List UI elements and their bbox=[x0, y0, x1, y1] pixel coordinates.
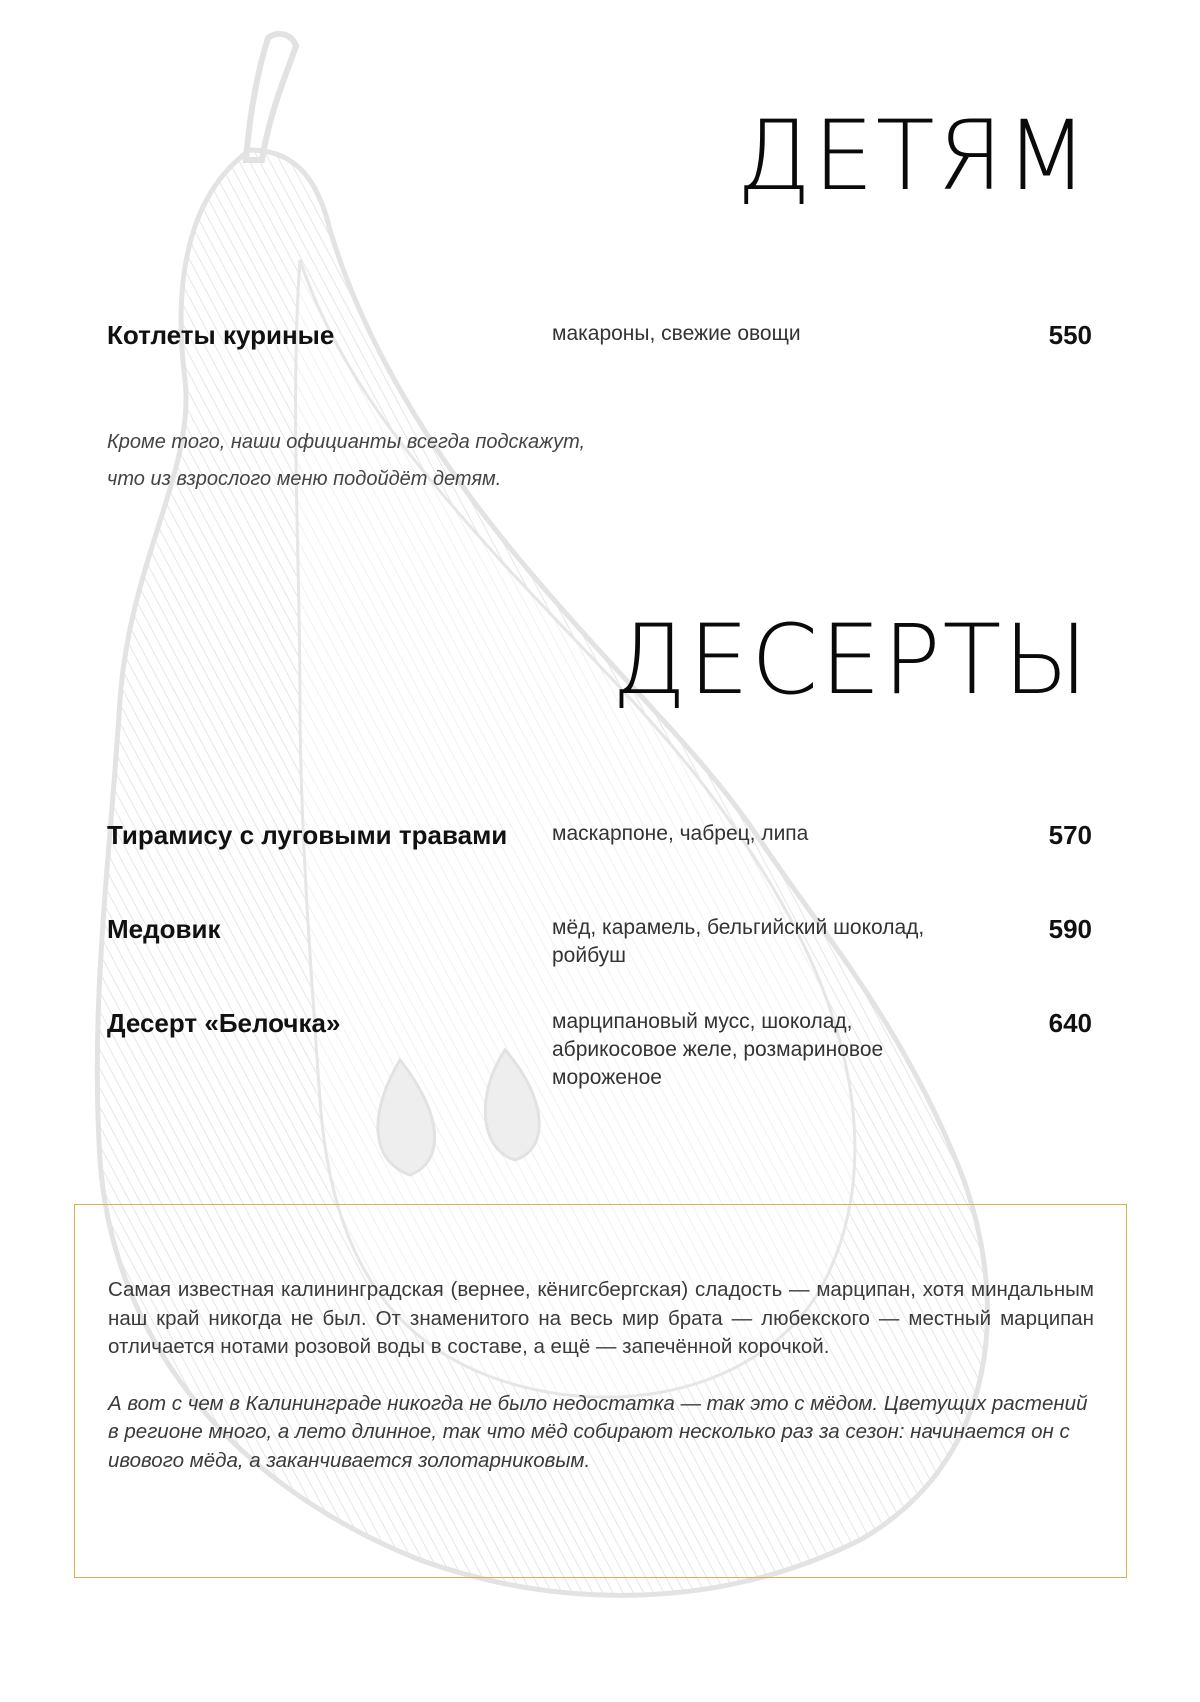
info-text bbox=[108, 1276, 1094, 1475]
kids-note bbox=[107, 424, 707, 498]
item-description: марципановый мусс, шоколад, абрикосовое желе, розмариновое мороженое bbox=[552, 1010, 884, 1089]
section-title-kids: ДЕТЯМ bbox=[736, 100, 1090, 212]
item-price: 550 bbox=[1048, 320, 1092, 350]
item-name: Десерт «Белочка» bbox=[107, 1008, 341, 1038]
menu-item bbox=[107, 912, 1092, 970]
menu-item bbox=[107, 318, 1092, 352]
item-name: Котлеты куриные bbox=[107, 320, 335, 350]
item-price: 590 bbox=[1048, 914, 1092, 944]
kids-note-line: Кроме того, наши официанты всегда подскажут, bbox=[107, 431, 586, 453]
menu-item bbox=[107, 818, 1092, 852]
item-name: Тирамису с луговыми травами bbox=[107, 820, 508, 850]
section-title-desserts: ДЕСЕРТЫ bbox=[611, 604, 1090, 716]
info-box bbox=[74, 1204, 1127, 1578]
item-price: 640 bbox=[1048, 1008, 1092, 1038]
item-description: мёд, карамель, бельгийский шоколад, ройбуш bbox=[552, 916, 925, 967]
info-paragraph-italic: А вот с чем в Калининграде никогда не было недостатка — так это с мёдом. Цветущих растений в регионе много, а лето длинное, так что мёд собирают несколько раз за сезон: начинается он с ивового мёда, а заканчивается золотарниковым. bbox=[108, 1391, 1088, 1472]
kids-note-line: что из взрослого меню подойдёт детям. bbox=[107, 468, 502, 490]
item-description: макароны, свежие овощи bbox=[552, 322, 801, 345]
info-paragraph: Самая известная калининградская (вернее, кёнигсбергская) сладость — марципан, хотя миндальным наш край никогда не был. От знаменитого на весь мир брата — любекского — местный марципан отличается нотами розовой воды в составе, а ещё — запечённой корочкой. bbox=[108, 1278, 1094, 1358]
item-name: Медовик bbox=[107, 914, 221, 944]
menu-item bbox=[107, 1006, 1092, 1092]
item-description: маскарпоне, чабрец, липа bbox=[552, 822, 809, 845]
item-price: 570 bbox=[1048, 820, 1092, 850]
